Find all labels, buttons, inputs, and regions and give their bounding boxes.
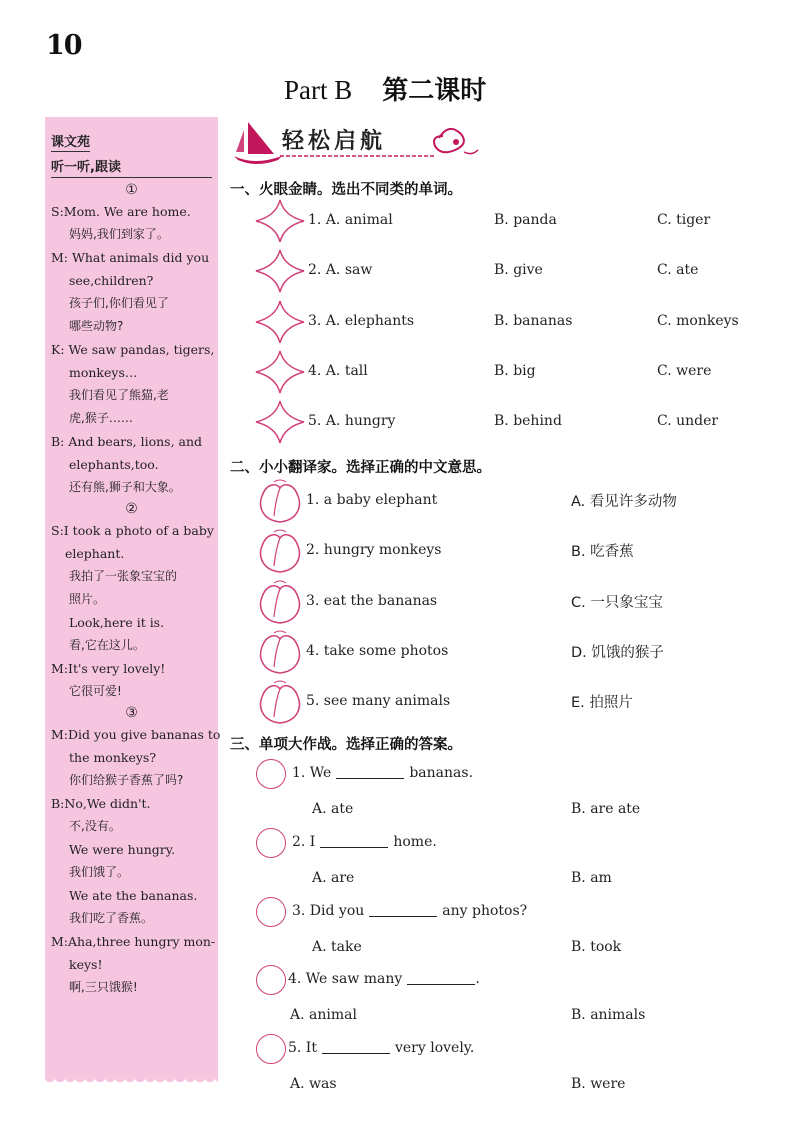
option-c: C. under [657, 413, 719, 430]
star-answer-icon[interactable] [254, 399, 306, 449]
answer-blank[interactable] [407, 984, 475, 985]
dialogue-line: M:Aha,three hungry mon- [51, 934, 216, 949]
dialogue-translation: 妈妈,我们到家了。 [69, 227, 169, 241]
section2-title: 二、小小翻译家。选择正确的中文意思。 [230, 460, 491, 476]
dialogue-line: K: We saw pandas, tigers, [51, 342, 215, 357]
translation-row [256, 629, 776, 675]
option-c: C. ate [657, 262, 699, 279]
star-answer-icon[interactable] [254, 299, 306, 349]
question-text [288, 1040, 474, 1056]
question-suffix: home. [393, 833, 437, 850]
dialogue-translation: 你们给猴子香蕉了吗? [69, 773, 184, 787]
dialogue-line: M:It's very lovely! [51, 661, 166, 676]
option-b: B. am [571, 869, 612, 886]
dialogue-number: ② [125, 501, 138, 517]
dialogue-translation: 虎,猴子…… [69, 411, 133, 425]
peach-answer-icon[interactable] [256, 478, 304, 528]
dialogue-translation: 我拍了一张象宝宝的 [69, 569, 178, 583]
dialogue-line: S:I took a photo of a baby [51, 523, 214, 538]
option-c: C. were [657, 362, 712, 379]
word-choice-row [254, 198, 774, 244]
dialogue-line: elephants,too. [69, 457, 159, 472]
sidebar-dialogues [51, 182, 221, 999]
question-suffix: bananas. [409, 765, 474, 781]
star-answer-icon[interactable] [254, 349, 306, 399]
word-choice-row [254, 248, 774, 294]
peach-answer-icon[interactable] [256, 629, 304, 679]
answer-circle[interactable] [256, 897, 286, 927]
option-a: 5. A. hungry [308, 413, 396, 430]
english-phrase: 4. take some photos [306, 642, 449, 659]
dialogue-line: M: What animals did you [51, 250, 210, 265]
banner-title: 轻松启航 [282, 129, 387, 154]
option-b: B. are ate [571, 801, 641, 817]
dialogue-line: monkeys… [69, 365, 138, 380]
option-a: A. ate [312, 801, 354, 817]
question-suffix: very lovely. [394, 1040, 475, 1057]
option-b: B. big [494, 362, 536, 379]
question-prefix: 4. We saw many [288, 971, 403, 988]
star-answer-icon[interactable] [254, 198, 306, 248]
answer-blank[interactable] [369, 916, 437, 917]
option-a: A. are [312, 869, 355, 886]
english-phrase: 3. eat the bananas [306, 592, 438, 609]
dialogue-translation: 不,没有。 [69, 819, 121, 833]
answer-circle[interactable] [256, 759, 286, 789]
chinese-meaning: A. 看见许多动物 [571, 494, 677, 510]
sidebar-section-title: 课文苑 [51, 131, 90, 152]
translation-row [256, 478, 776, 524]
dialogue-line: keys! [69, 957, 103, 972]
word-choice-row [254, 399, 774, 445]
option-a: A. was [290, 1076, 337, 1093]
chinese-meaning: B. 吃香蕉 [571, 544, 634, 561]
question-prefix: 2. I [292, 833, 316, 850]
option-c: C. monkeys [657, 312, 739, 329]
option-c: C. tiger [657, 212, 711, 228]
english-phrase: 5. see many animals [306, 693, 451, 710]
dialogue-translation: 看,它在这儿。 [69, 638, 145, 652]
english-phrase: 1. a baby elephant [306, 492, 438, 508]
dialogue-line: see,children? [69, 273, 154, 288]
question-prefix: 1. We [292, 765, 332, 781]
dialogue-line: S:Mom. We are home. [51, 204, 191, 219]
question-suffix: . [475, 971, 480, 988]
option-b: B. bananas [494, 312, 573, 329]
dialogue-line: We were hungry. [69, 842, 176, 857]
dialogue-translation: 它很可爱! [69, 684, 122, 698]
dialogue-number: ① [125, 182, 138, 198]
translation-row [256, 679, 776, 725]
section1-title: 一、火眼金睛。选出不同类的单词。 [230, 182, 462, 198]
dialogue-line: the monkeys? [69, 750, 157, 765]
word-choice-row [254, 299, 774, 345]
translation-row [256, 528, 776, 574]
peach-answer-icon[interactable] [256, 528, 304, 578]
option-a: 3. A. elephants [308, 312, 415, 329]
dialogue-line: elephant. [65, 546, 125, 561]
dialogue-line: Look,here it is. [69, 615, 165, 630]
dialogue-translation: 我们饿了。 [69, 865, 130, 879]
question-prefix: 5. It [288, 1040, 317, 1057]
sidebar-instruction: 听一听,跟读 [51, 156, 212, 178]
dialogue-line: M:Did you give bananas to [51, 727, 221, 742]
page-title [284, 70, 486, 107]
question-text [292, 834, 437, 850]
translation-row [256, 579, 776, 625]
english-phrase: 2. hungry monkeys [306, 542, 442, 559]
option-b: B. were [571, 1076, 626, 1093]
option-a: 2. A. saw [308, 262, 373, 279]
banner [234, 118, 484, 168]
text-sidebar [45, 117, 221, 1077]
question-text [292, 765, 473, 781]
question-suffix: any photos? [442, 902, 528, 919]
dialogue-translation: 哪些动物? [69, 319, 124, 333]
answer-circle[interactable] [256, 828, 286, 858]
option-a: 4. A. tall [308, 362, 368, 379]
option-b: B. took [571, 938, 622, 955]
page-title-part: Part B [284, 75, 353, 105]
chinese-meaning: E. 拍照片 [571, 695, 633, 712]
question-text [288, 971, 480, 987]
dialogue-translation: 还有熊,狮子和大象。 [69, 480, 181, 494]
answer-circle[interactable] [256, 965, 286, 995]
dialogue-translation: 我们看见了熊猫,老 [69, 388, 169, 402]
dialogue-number: ③ [125, 705, 138, 721]
peach-answer-icon[interactable] [256, 579, 304, 629]
answer-circle[interactable] [256, 1034, 286, 1064]
answer-blank[interactable] [322, 1053, 390, 1054]
dialogue-translation: 我们吃了香蕉。 [69, 911, 154, 925]
option-b: B. panda [494, 212, 557, 228]
dialogue-translation: 孩子们,你们看见了 [69, 296, 169, 310]
question-text [292, 903, 527, 919]
page-number: 10 [46, 30, 82, 61]
question-prefix: 3. Did you [292, 902, 365, 919]
chinese-meaning: C. 一只象宝宝 [571, 594, 663, 611]
option-b: B. behind [494, 413, 562, 430]
star-answer-icon[interactable] [254, 248, 306, 298]
dialogue-line: B:No,We didn't. [51, 796, 151, 811]
section3-title: 三、单项大作战。选择正确的答案。 [230, 737, 462, 753]
dialogue-translation: 啊,三只饿猴! [69, 980, 138, 994]
dialogue-translation: 照片。 [69, 592, 106, 606]
peach-answer-icon[interactable] [256, 679, 304, 729]
page-title-lesson: 第二课时 [382, 76, 487, 106]
dialogue-line: B: And bears, lions, and [51, 434, 203, 449]
option-b: B. give [494, 262, 543, 279]
answer-blank[interactable] [320, 847, 388, 848]
option-b: B. animals [571, 1007, 646, 1024]
option-a: A. animal [290, 1007, 357, 1024]
option-a: 1. A. animal [308, 212, 393, 228]
chinese-meaning: D. 饥饿的猴子 [571, 644, 664, 661]
dialogue-line: We ate the bananas. [69, 888, 198, 903]
word-choice-row [254, 349, 774, 395]
option-a: A. take [312, 938, 362, 955]
answer-blank[interactable] [336, 778, 404, 779]
